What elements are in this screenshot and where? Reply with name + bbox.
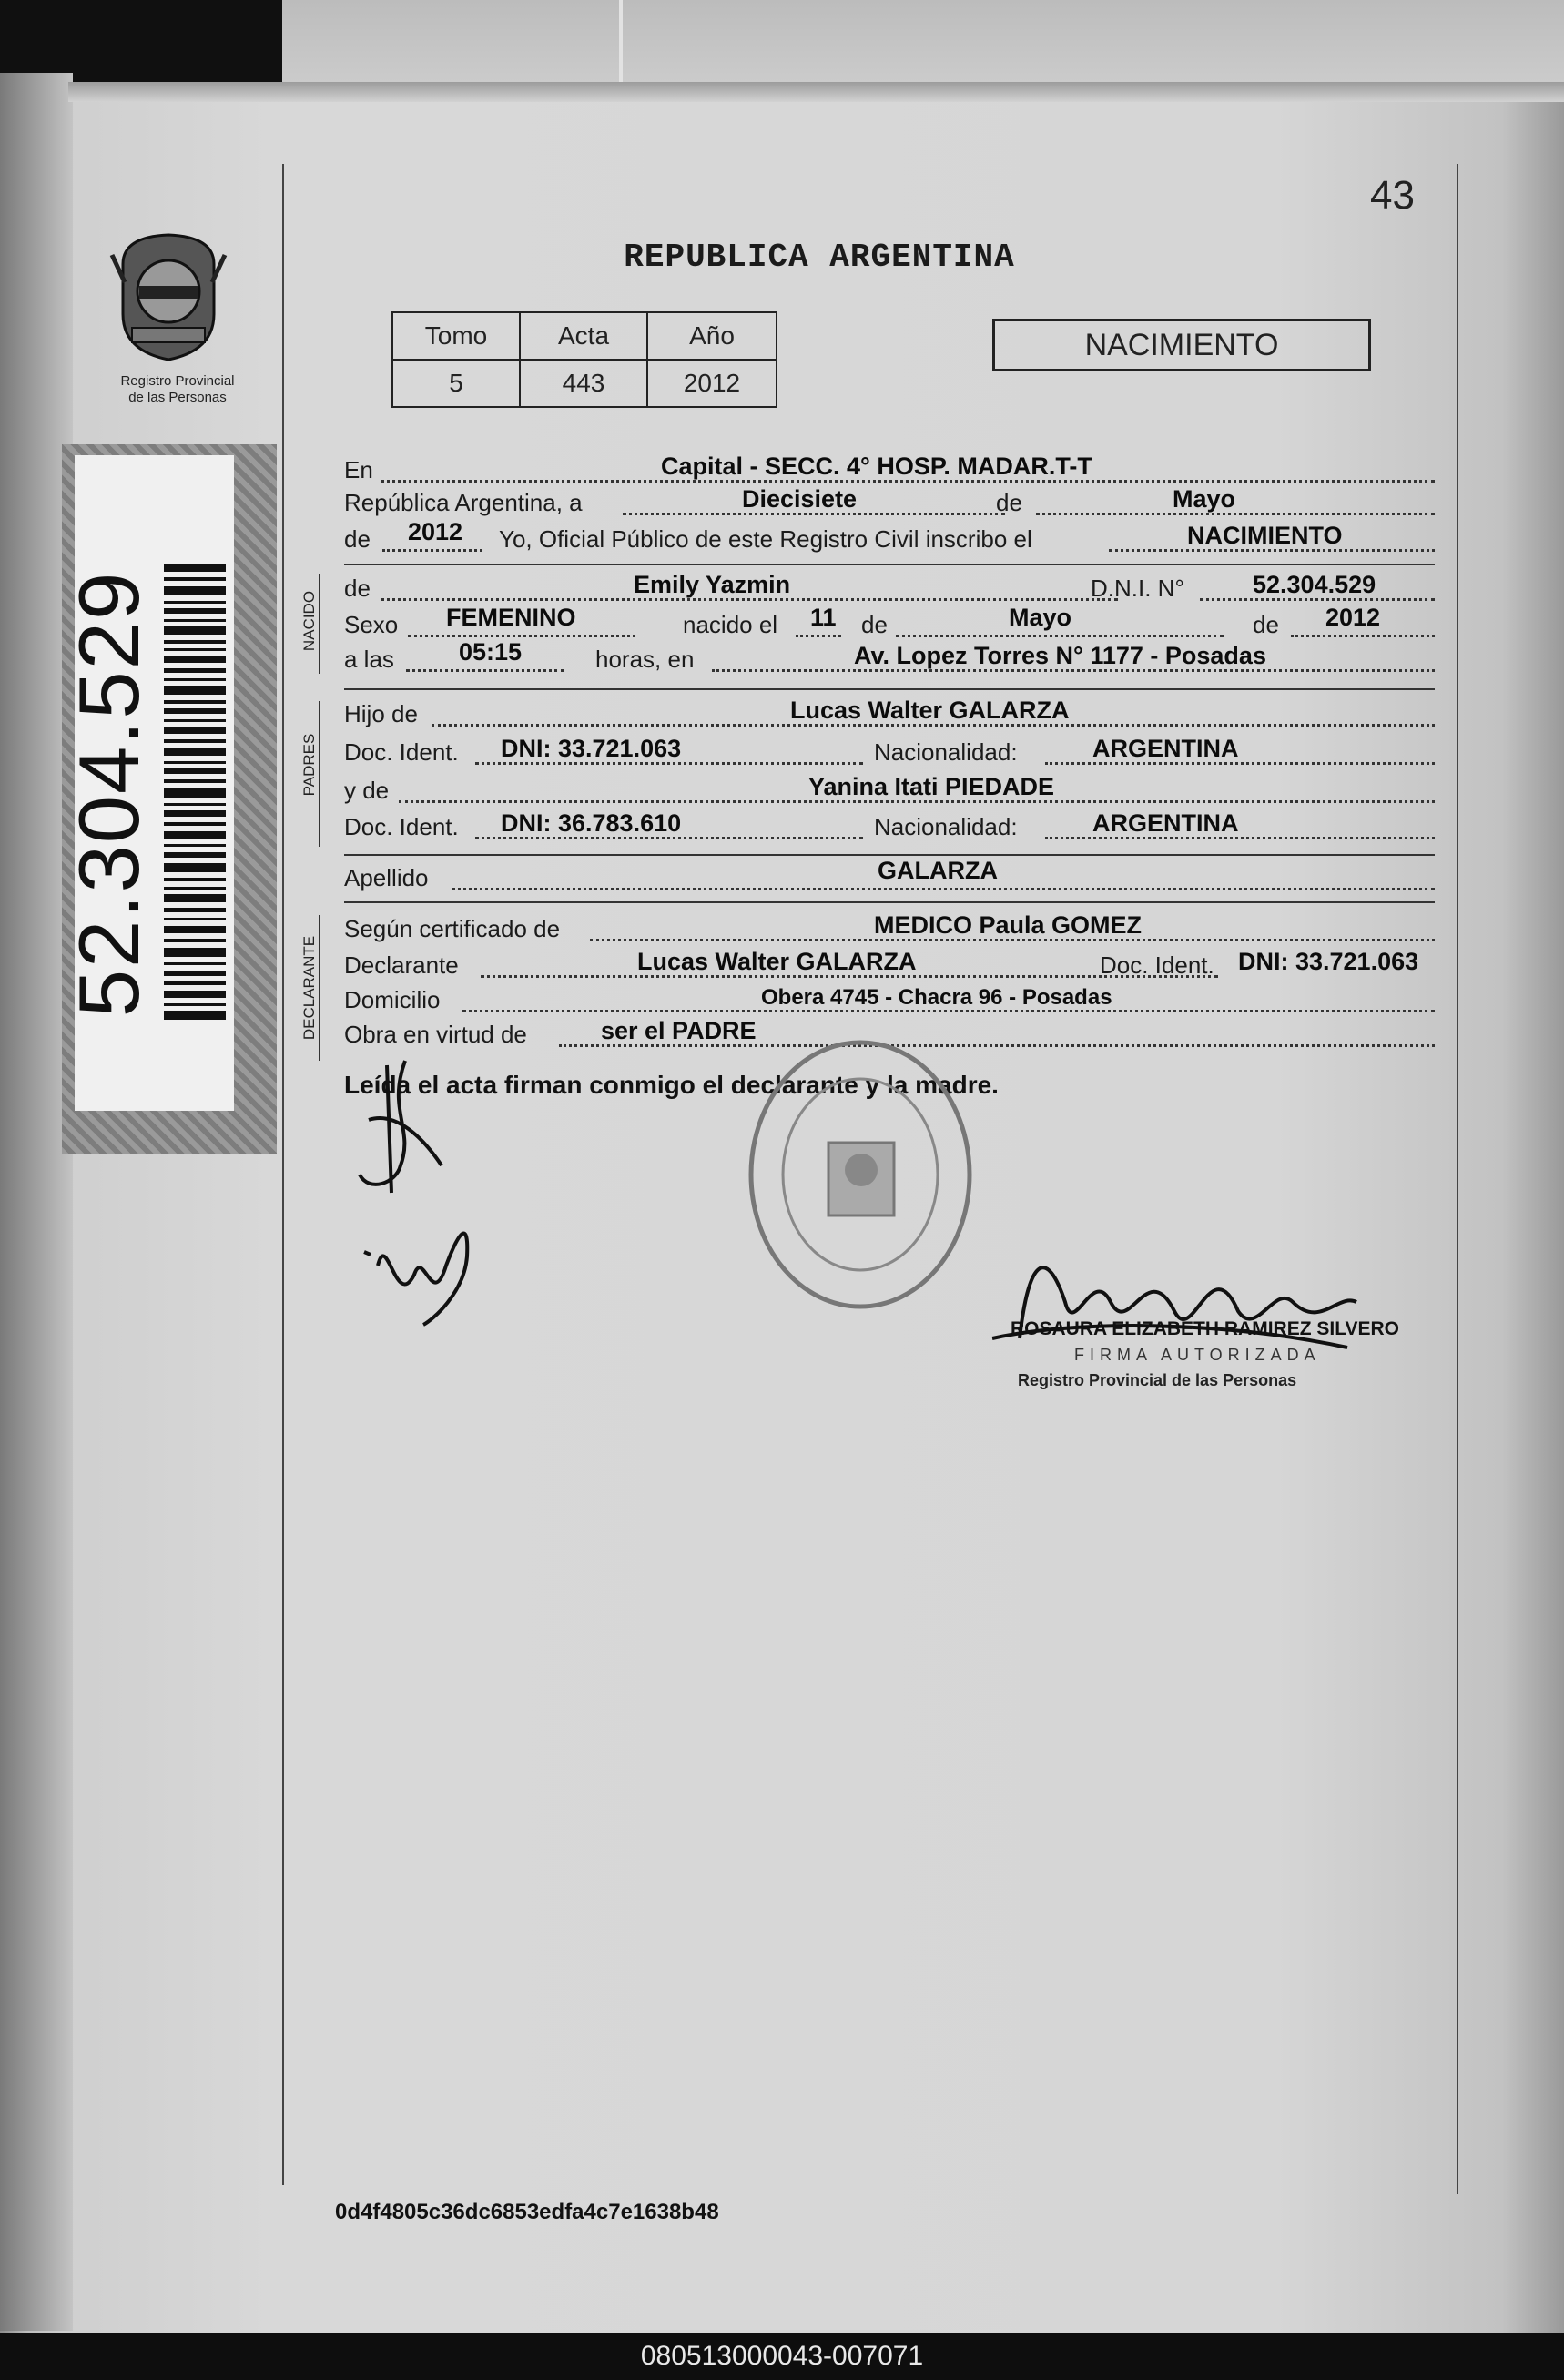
mother-name-value: Yanina Itati PIEDADE	[808, 773, 1055, 800]
mother-nationality-value: ARGENTINA	[1092, 809, 1239, 837]
row-y-de	[344, 772, 1437, 807]
padres-section-label: PADRES	[300, 733, 318, 797]
official-name: ROSAURA ELIZABETH RAMIREZ SILVERO	[1011, 1318, 1400, 1339]
sexo-value: FEMENINO	[446, 604, 576, 631]
logo-caption	[91, 373, 264, 406]
padres-bracket	[319, 701, 320, 847]
row-en	[344, 452, 1437, 486]
en-label: En	[344, 456, 373, 483]
provincial-coat-of-arms-logo	[105, 228, 232, 364]
page-top-shadow	[68, 82, 1564, 102]
row-hijo-de	[344, 696, 1437, 730]
declarante-bracket	[319, 915, 320, 1061]
row-oficial	[344, 518, 1437, 555]
month-value: Mayo	[1173, 485, 1236, 513]
row-sexo	[344, 606, 1437, 641]
registry-value-row	[392, 360, 777, 407]
father-nationality-value: ARGENTINA	[1092, 735, 1239, 762]
de-year-label: de	[344, 525, 371, 553]
registry-value-ano: 2012	[647, 360, 777, 407]
declarante-section-label: DECLARANTE	[300, 935, 318, 1041]
inscribo-value: NACIMIENTO	[1187, 522, 1343, 549]
footer-code: 080513000043-007071	[640, 2341, 924, 2371]
sexo-label: Sexo	[344, 611, 399, 638]
nacionalidad-label: Nacionalidad:	[874, 813, 1018, 840]
section-separator	[344, 854, 1435, 856]
closing-statement: Leída el acta firman conmigo el declarante y la madre.	[344, 1071, 999, 1099]
section-separator	[344, 901, 1435, 903]
row-declarante	[344, 947, 1437, 981]
de-label: de	[996, 489, 1022, 516]
registry-header-tomo: Tomo	[392, 312, 520, 360]
sticker-dni-number: 52.304.529	[61, 570, 157, 1018]
dotted-line	[408, 635, 635, 637]
dotted-line	[452, 888, 1435, 890]
nacionalidad-label: Nacionalidad:	[874, 738, 1018, 766]
mother-doc-value: DNI: 36.783.610	[501, 809, 682, 837]
de-label: de	[1253, 611, 1279, 638]
dotted-line	[406, 669, 564, 672]
registry-header-acta: Acta	[520, 312, 647, 360]
logo-caption-line1: Registro Provincial	[120, 373, 235, 389]
place-value: Capital - SECC. 4° HOSP. MADAR.T-T	[661, 453, 1092, 480]
paper-edge	[619, 0, 623, 82]
birth-day-value: 11	[810, 604, 837, 631]
row-hora	[344, 638, 1437, 676]
nacido-el-label: nacido el	[683, 611, 778, 638]
row-certificado	[344, 910, 1437, 945]
father-doc-value: DNI: 33.721.063	[501, 735, 682, 762]
apellido-value: GALARZA	[878, 857, 998, 884]
registry-value-acta: 443	[520, 360, 647, 407]
margin-rule-right	[1457, 164, 1458, 2194]
birth-place-value: Av. Lopez Torres N° 1177 - Posadas	[854, 642, 1266, 669]
official-seal-stamp	[742, 1033, 979, 1316]
dotted-line	[796, 635, 841, 637]
doc-ident-label: Doc. Ident.	[344, 813, 459, 840]
act-type-box: NACIMIENTO	[992, 319, 1371, 371]
row-republica	[344, 484, 1437, 519]
official-organization: Registro Provincial de las Personas	[1018, 1371, 1297, 1389]
year-value: 2012	[408, 518, 463, 545]
hijo-de-label: Hijo de	[344, 700, 418, 727]
row-apellido	[344, 859, 1437, 894]
document-title: REPUBLICA ARGENTINA	[624, 239, 1015, 276]
birth-year-value: 2012	[1325, 604, 1381, 631]
nacido-section-label: NACIDO	[300, 590, 318, 652]
registry-header-row	[392, 312, 777, 360]
obra-value: ser el PADRE	[601, 1017, 757, 1044]
declarante-name-value: Lucas Walter GALARZA	[637, 948, 917, 975]
dotted-line	[896, 635, 1224, 637]
background-paper-top	[282, 0, 1564, 82]
dotted-line	[382, 549, 482, 552]
row-father-doc	[344, 734, 1437, 768]
declarante-doc-value: DNI: 33.721.063	[1238, 948, 1419, 975]
signature-mother	[360, 1211, 487, 1329]
y-de-label: y de	[344, 777, 390, 804]
dni-label: D.N.I. N°	[1091, 575, 1184, 602]
child-name-value: Emily Yazmin	[634, 571, 791, 598]
section-separator	[344, 688, 1435, 690]
birth-month-value: Mayo	[1009, 604, 1072, 631]
registry-table	[391, 311, 777, 408]
child-dni-value: 52.304.529	[1253, 571, 1376, 598]
dark-background-top	[0, 0, 282, 82]
father-name-value: Lucas Walter GALARZA	[790, 697, 1070, 724]
nacido-bracket	[319, 574, 320, 674]
dotted-line	[1291, 635, 1435, 637]
republica-label: República Argentina, a	[344, 489, 583, 516]
section-separator	[344, 564, 1435, 565]
horas-en-label: horas, en	[595, 646, 695, 673]
domicilio-value: Obera 4745 - Chacra 96 - Posadas	[761, 985, 1112, 1010]
signature-declarante	[350, 1056, 451, 1202]
a-las-label: a las	[344, 646, 394, 673]
official-subtitle: FIRMA AUTORIZADA	[1074, 1346, 1321, 1364]
oficial-text: Yo, Oficial Público de este Registro Civil inscribo el	[499, 525, 1032, 553]
declarante-label: Declarante	[344, 951, 459, 979]
registry-header-ano: Año	[647, 312, 777, 360]
doc-ident-label: Doc. Ident.	[1100, 951, 1214, 979]
barcode-icon	[164, 564, 226, 1020]
day-text-value: Diecisiete	[742, 485, 858, 513]
page-number: 43	[1370, 173, 1415, 218]
row-domicilio	[344, 981, 1437, 1016]
obra-label: Obra en virtud de	[344, 1021, 527, 1048]
apellido-label: Apellido	[344, 864, 429, 891]
doc-ident-label: Doc. Ident.	[344, 738, 459, 766]
row-nacido-name	[344, 570, 1437, 605]
certificado-value: MEDICO Paula GOMEZ	[874, 911, 1143, 939]
margin-rule-left	[282, 164, 284, 2185]
row-mother-doc	[344, 809, 1437, 843]
logo-caption-line2: de las Personas	[128, 390, 227, 405]
registry-value-tomo: 5	[392, 360, 520, 407]
document-hash: 0d4f4805c36dc6853edfa4c7e1638b48	[335, 2200, 719, 2224]
book-binding-edge	[0, 73, 73, 2331]
de-label: de	[861, 611, 888, 638]
certificado-label: Según certificado de	[344, 915, 561, 942]
de-label: de	[344, 575, 371, 602]
domicilio-label: Domicilio	[344, 986, 441, 1013]
time-value: 05:15	[459, 638, 523, 666]
